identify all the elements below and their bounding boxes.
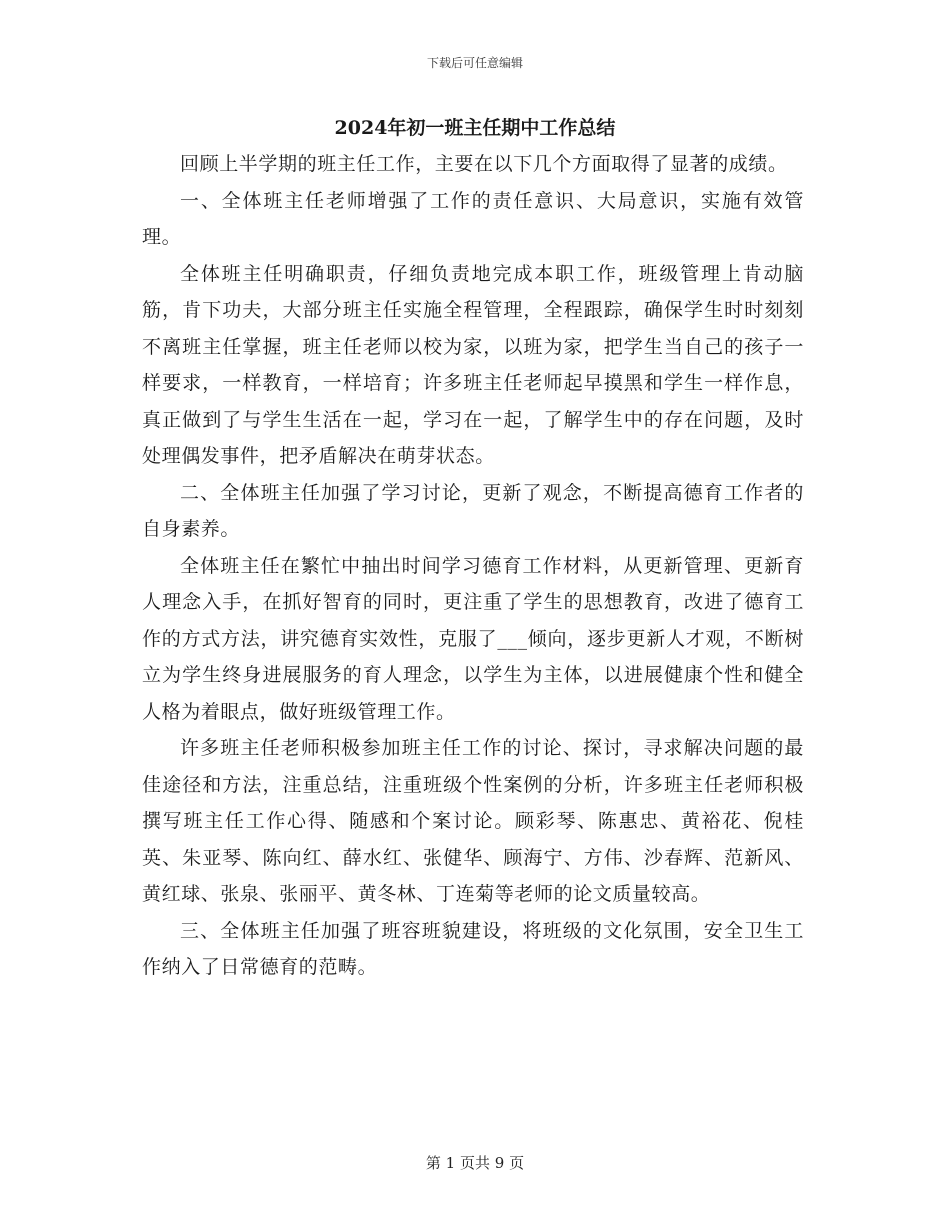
paragraph-heading-2: 二、全体班主任加强了学习讨论，更新了观念，不断提高德育工作者的自身素养。 — [142, 481, 804, 540]
document-body — [142, 146, 804, 986]
paragraph-body-2b: 许多班主任老师积极参加班主任工作的讨论、探讨，寻求解决问题的最佳途径和方法，注重总结，注重班级个性案例的分析，许多班主任老师积极撰写班主任工作心得、随感和个案讨论。顾彩琴、陈惠忠、黄裕花、倪桂英、朱亚琴、陈向红、薛水红、张健华、顾海宁、方伟、沙春辉、范新风、黄红球、张泉、张丽平、黄冬林、丁连菊等老师的论文质量较高。 — [142, 737, 804, 905]
paragraph-body-2a: 全体班主任在繁忙中抽出时间学习德育工作材料，从更新管理、更新育人理念入手，在抓好智育的同时，更注重了学生的思想教育，改进了德育工作的方式方法，讲究德育实效性，克服了___倾向，逐步更新人才观，不断树立为学生终身进展服务的育人理念，以学生为主体，以进展健康个性和健全人格为着眼点，做好班级管理工作。 — [142, 554, 804, 723]
paragraph-body-1: 全体班主任明确职责，仔细负责地完成本职工作，班级管理上肯动脑筋，肯下功夫，大部分班主任实施全程管理，全程跟踪，确保学生时时刻刻不离班主任掌握，班主任老师以校为家，以班为家，把学生当自己的孩子一样要求，一样教育，一样培育；许多班主任老师起早摸黑和学生一样作息，真正做到了与学生生活在一起，学习在一起，了解学生中的存在问题，及时处理偶发事件，把矛盾解决在萌芽状态。 — [142, 262, 804, 467]
document-title: 2024年初一班主任期中工作总结 — [334, 117, 616, 139]
header-note: 下载后可任意编辑 — [426, 56, 523, 70]
page-number: 第 1 页共 9 页 — [425, 1154, 525, 1172]
paragraph-intro: 回顾上半学期的班主任工作，主要在以下几个方面取得了显著的成绩。 — [180, 153, 788, 175]
paragraph-heading-1: 一、全体班主任老师增强了工作的责任意识、大局意识，实施有效管理。 — [142, 189, 804, 248]
paragraph-heading-3: 三、全体班主任加强了班容班貌建设，将班级的文化氛围，安全卫生工作纳入了日常德育的范畴。 — [142, 919, 804, 978]
